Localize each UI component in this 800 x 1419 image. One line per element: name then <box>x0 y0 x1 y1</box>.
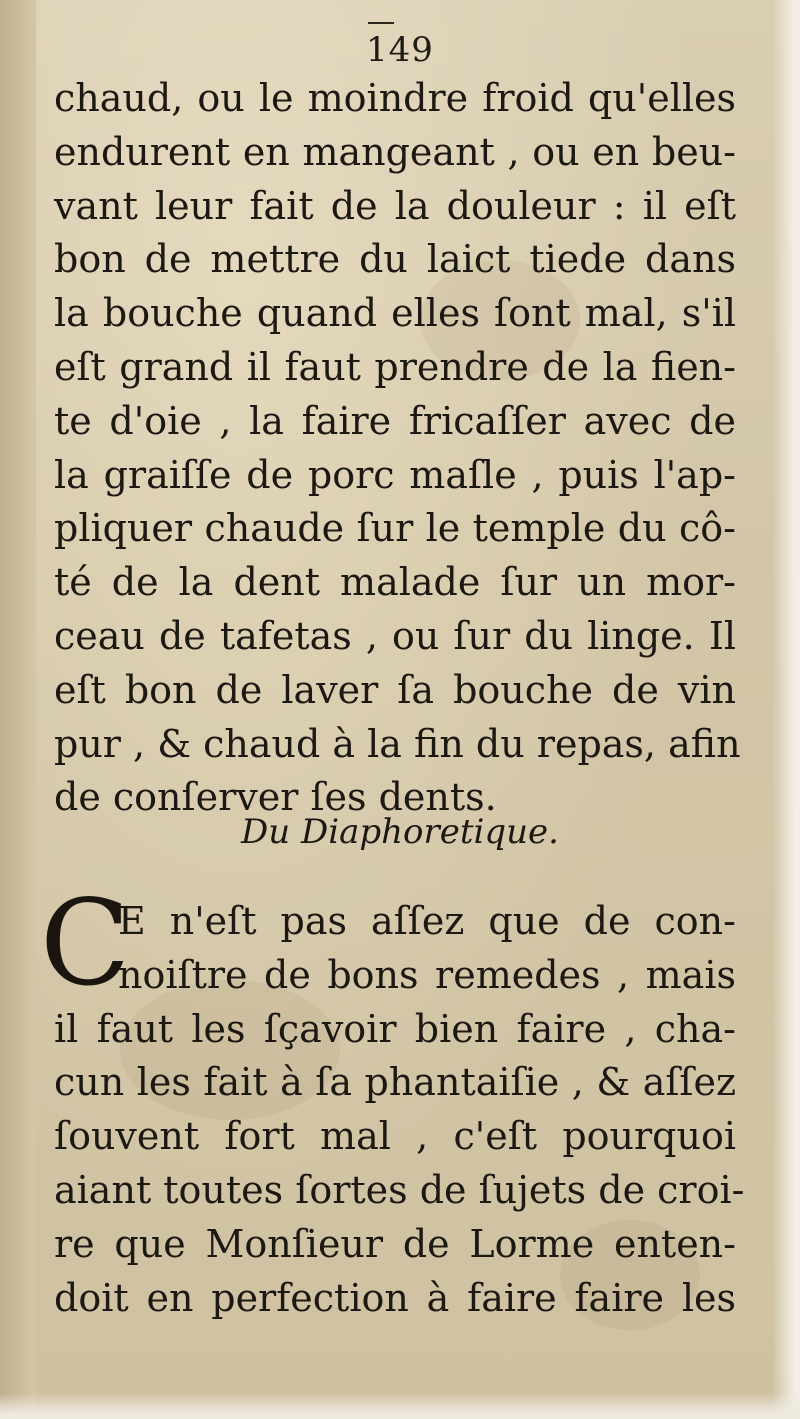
page-number-rule <box>368 22 394 24</box>
body-paragraph <box>54 72 741 825</box>
text-line: ſouvent fort mal , c'eſt pourquoi <box>54 1114 736 1159</box>
section-paragraph <box>54 895 745 1325</box>
text-line: chaud, ou le moindre froid qu'elles <box>54 76 736 120</box>
text-line: eſt bon de laver ſa bouche de vin <box>54 667 736 712</box>
section-heading: Du Diaphoretique. <box>240 812 559 852</box>
text-line: pur , & chaud à la fin du repas, afin <box>54 721 741 766</box>
drop-cap: C <box>40 874 131 1012</box>
text-line: de conſerver ſes dents. <box>54 775 497 820</box>
text-line: te d'oie , la faire fricaſſer avec de <box>54 398 736 443</box>
text-line: noiſtre de bons remedes , mais <box>118 952 736 997</box>
text-line: vant leur fait de la douleur : il eſt <box>54 183 736 228</box>
text-line: eſt grand il faut prendre de la fien- <box>54 344 736 389</box>
text-line: doit en perfection à faire faire les <box>54 1275 736 1320</box>
text-line: E n'eſt pas aſſez que de con- <box>118 899 736 943</box>
page-edge-right <box>772 0 800 1419</box>
text-line: aiant toutes ſortes de ſujets de croi- <box>54 1167 745 1212</box>
text-line: la graiſſe de porc maſle , puis l'ap- <box>54 452 736 497</box>
text-line: la bouche quand elles ſont mal, s'il <box>54 291 736 336</box>
text-line: endurent en mangeant , ou en beu- <box>54 129 736 174</box>
text-line: cun les fait à ſa phantaiſie , & aſſez <box>54 1060 736 1105</box>
text-line: ceau de tafetas , ou ſur du linge. Il <box>54 613 736 658</box>
page-edge-bottom <box>0 1393 800 1419</box>
text-line: il faut les ſçavoir bien faire , cha- <box>54 1006 736 1051</box>
text-line: pliquer chaude ſur le temple du cô- <box>54 506 736 551</box>
text-line: re que Monſieur de Lorme enten- <box>54 1221 736 1266</box>
page-number: 149 <box>366 30 434 70</box>
text-line: té de la dent malade ſur un mor- <box>54 560 736 605</box>
page-gutter-shadow <box>0 0 36 1419</box>
text-line: bon de mettre du laict tiede dans <box>54 237 736 282</box>
